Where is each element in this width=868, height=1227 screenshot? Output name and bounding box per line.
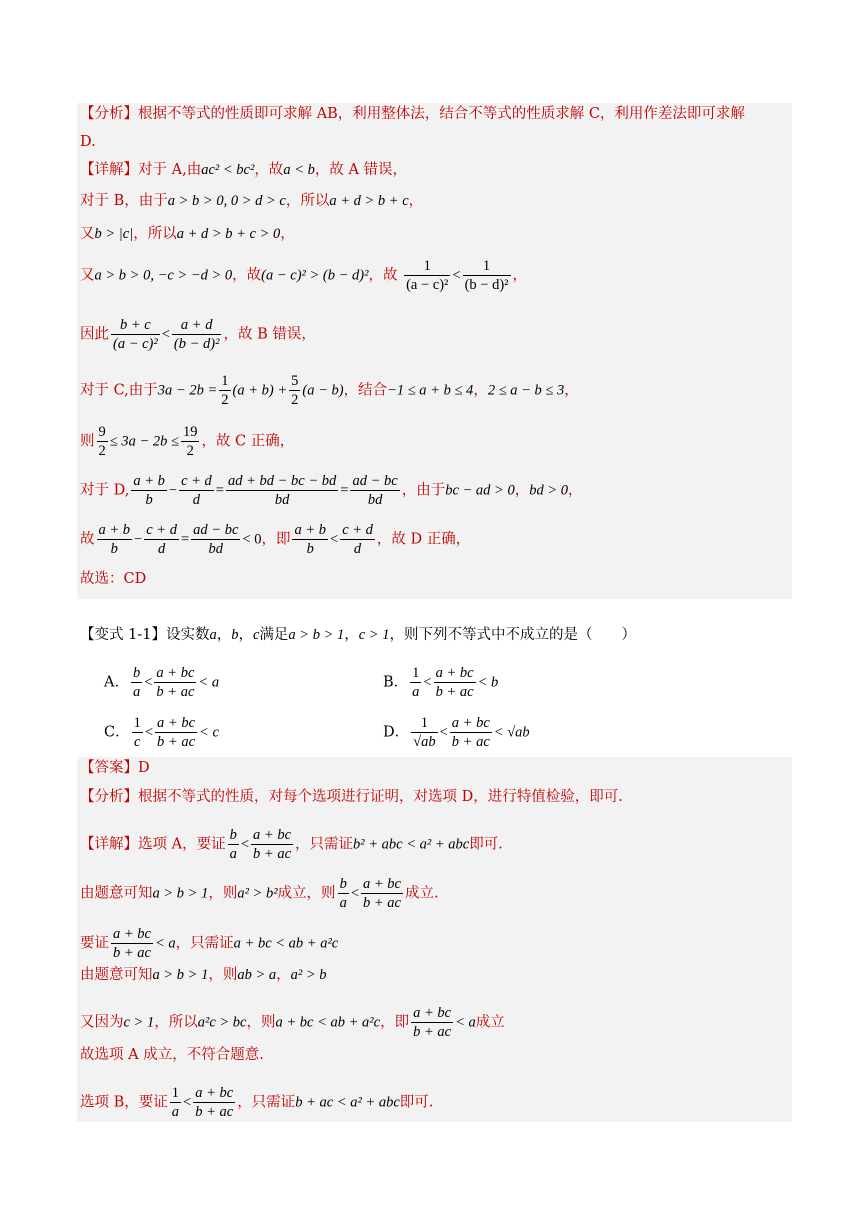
fraction: $\frac{ad - bc}{bd}$ [352, 473, 398, 508]
analysis-text: 根据不等式的性质即可求解 AB，利用整体法，结合不等式的性质求解 C，利用作差法即可求解 [138, 106, 745, 122]
detail-tag: 【详解】 [80, 162, 138, 178]
fraction: $\frac{5}{2}$ [291, 373, 299, 408]
detail2-line-2: 由题意可知a > b > 1，则a² > b²成立，则 $\frac{b}{a}$ < $\frac{a + bc}{b + ac}$ 成立. [80, 876, 439, 911]
detail-line-7: 则 $\frac{9}{2}$ ≤ 3a − 2b ≤ $\frac{19}{2}$ ，故 C 正确， [80, 424, 295, 459]
fraction: $\frac{1}{2}$ [221, 373, 229, 408]
analysis-line [80, 104, 745, 124]
detail2-line-6: 故选项 A 成立，不符合题意. [80, 1047, 264, 1063]
detail-line-3: 又b > |c|，所以a + d > b + c > 0， [80, 226, 295, 242]
detail2-line-7: 选项 B，要证 $\frac{1}{a}$ < $\frac{a + bc}{b + ac}$ ，只需证b + ac < a² + abc即可. [80, 1085, 434, 1120]
detail2-line-5: 又因为c > 1，所以a²c > bc，则a + bc < ab + a²c，即 $\frac{a + bc}{b + ac}$ < a成立 [80, 1005, 505, 1040]
option-c[interactable]: C． $\frac{1}{c}$ < $\frac{a + bc}{b + ac}$ < c [104, 715, 219, 750]
detail-line-6: 对于 C,由于3a − 2b = $\frac{1}{2}$ (a + b) + $\frac{5}{2}$ (a − b)，结合−1 ≤ a + b ≤ 4，2 ≤ a − b ≤ 3， [80, 373, 579, 408]
detail2-line-3: 要证 $\frac{a + bc}{b + ac}$ < a，只需证a + bc < ab + a²c [80, 926, 339, 961]
option-a[interactable]: A． $\frac{b}{a}$ < $\frac{a + bc}{b + ac}$ < a [104, 665, 220, 700]
fraction: $\frac{a + b}{b}$ [294, 522, 326, 557]
fraction: $\frac{a + d}{\text{(b − d)²}}$ [173, 317, 220, 352]
fraction: $\frac{ad + bd - bc - bd}{bd}$ [227, 473, 337, 508]
fraction: $\frac{a + b}{b}$ [133, 473, 165, 508]
fraction: $\frac{9}{2}$ [98, 424, 106, 459]
detail2-line-1: 【详解】选项 A，要证 $\frac{b}{a}$ < $\frac{a + bc}{b + ac}$ ，只需证b² + abc < a² + abc即可. [80, 827, 503, 862]
fraction: $\frac{ad - bc}{bd}$ [193, 522, 239, 557]
option-d[interactable]: D． $\frac{1}{√ab}$ < $\frac{a + bc}{b + ac}$ < √ab [383, 715, 530, 750]
answer-tag: 【答案】 [80, 760, 138, 776]
detail-line-2: 对于 B，由于a > b > 0, 0 > d > c，所以a + d > b + c， [80, 193, 424, 209]
analysis-line-2: 【分析】根据不等式的性质，对每个选项进行证明，对选项 D，进行特值检验，即可. [80, 789, 623, 805]
answer-value: D [138, 760, 150, 776]
analysis-tag: 【分析】 [80, 106, 138, 122]
variant-tag: 【变式 1-1】 [80, 627, 166, 643]
answer-line [80, 758, 150, 778]
fraction: $\frac{c + d}{d}$ [181, 473, 212, 508]
fraction: $\frac{1}{\text{(b − d)²}}$ [464, 258, 509, 293]
detail-line-8: 对于 D, $\frac{a + b}{b}$ − $\frac{c + d}{d}$ = $\frac{ad + bd - bc - bd}{bd}$ = $\frac{ad - bc}{bd}$ ，由于bc − ad > 0，bd > 0， [80, 473, 583, 508]
fraction: $\frac{19}{2}$ [182, 424, 198, 459]
fraction: $\frac{a + b}{b}$ [98, 522, 131, 557]
fraction: $\frac{c + d}{d}$ [146, 522, 177, 557]
analysis-continuation: D. [80, 134, 96, 150]
variant-question: 【变式 1-1】设实数a，b，c满足a > b > 1，c > 1，则下列不等式中不成立的是（ ） [80, 627, 636, 643]
fraction: $\frac{c + d}{d}$ [342, 522, 373, 557]
detail-line-5: 因此 $\frac{b + c}{\text{(a − c)²}}$ < $\frac{a + d}{\text{(b − d)²}}$ ，故 B 错误， [80, 317, 316, 352]
detail2-line-4: 由题意可知a > b > 1，则ab > a，a² > b [80, 967, 327, 983]
detail-line-10: 故选：CD [80, 571, 147, 587]
fraction: $\frac{1}{\text{(a − c)²}}$ [406, 258, 449, 293]
fraction: $\frac{b + c}{\text{(a − c)²}}$ [113, 317, 158, 352]
detail-line-1: 【详解】对于 A,由ac² < bc²，故a < b，故 A 错误， [80, 162, 408, 178]
detail-line-9: 故 $\frac{a + b}{b}$ − $\frac{c + d}{d}$ = $\frac{ad - bc}{bd}$ < 0，即 $\frac{a + b}{b}$ < $\frac{c + d}{d}$ ，故 D 正确， [80, 522, 471, 557]
detail-line-4: 又a > b > 0, −c > −d > 0，故(a − c)² > (b − d)²，故 $\frac{1}{\text{(a − c)²}}$ < $\frac{1}{\text{(b − d)²}}$ ， [80, 258, 528, 293]
option-b[interactable]: B． $\frac{1}{a}$ < $\frac{a + bc}{b + ac}$ < b [383, 665, 499, 700]
